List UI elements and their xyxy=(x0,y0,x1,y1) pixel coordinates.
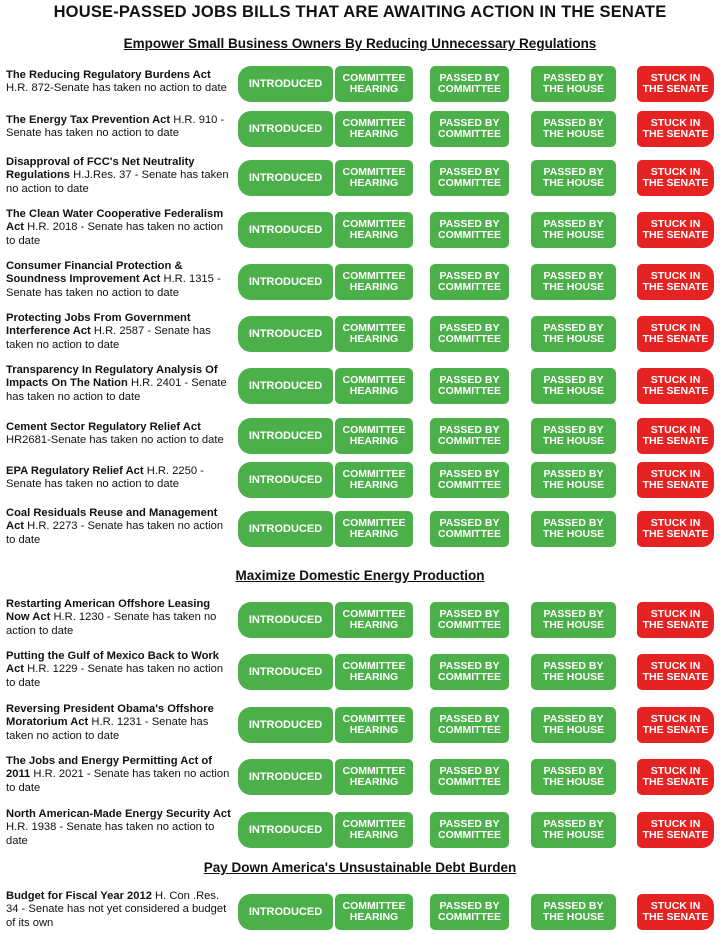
stage-introduced: INTRODUCED xyxy=(238,418,333,454)
bill-status: H.R. 1231 - Senate has taken no action to date xyxy=(6,716,209,742)
section-heading-debt: Pay Down America's Unsustainable Debt Burden xyxy=(203,860,517,875)
stage-passed-by-house: PASSED BY THE HOUSE xyxy=(531,111,616,147)
stage-committee-hearing: COMMITTEE HEARING xyxy=(335,602,413,638)
bill-row xyxy=(0,598,720,638)
stage-passed-by-committee: PASSED BY COMMITTEE xyxy=(430,111,509,147)
bill-status: H.R. 2587 - Senate has taken no action to date xyxy=(6,325,211,351)
stage-committee-hearing: COMMITTEE HEARING xyxy=(335,707,413,743)
bill-description xyxy=(6,156,231,196)
bill-status: H.R. 1229 - Senate has taken no action to date xyxy=(6,663,224,689)
stage-stuck-in-senate: STUCK IN THE SENATE xyxy=(637,894,714,930)
stage-stuck-in-senate: STUCK IN THE SENATE xyxy=(637,111,714,147)
stage-passed-by-committee: PASSED BY COMMITTEE xyxy=(430,66,509,102)
bill-row xyxy=(0,414,720,454)
stage-stuck-in-senate: STUCK IN THE SENATE xyxy=(637,812,714,848)
bill-description xyxy=(6,458,231,498)
bill-name: North American-Made Energy Security Act xyxy=(6,807,231,820)
bill-name: The Jobs and Energy Permitting Act of 2011 xyxy=(6,754,212,781)
stage-passed-by-committee: PASSED BY COMMITTEE xyxy=(430,602,509,638)
bill-description xyxy=(6,507,231,547)
bill-name: Restarting American Offshore Leasing Now Act xyxy=(6,597,211,624)
bill-row xyxy=(0,755,720,795)
stage-stuck-in-senate: STUCK IN THE SENATE xyxy=(637,418,714,454)
bill-description xyxy=(6,107,231,147)
bill-status: H.R. 2018 - Senate has taken no action to date xyxy=(6,221,224,247)
stage-committee-hearing: COMMITTEE HEARING xyxy=(335,264,413,300)
bill-description xyxy=(6,808,231,848)
section-heading-regulations: Empower Small Business Owners By Reducing Unnecessary Regulations xyxy=(123,36,597,51)
stage-stuck-in-senate: STUCK IN THE SENATE xyxy=(637,66,714,102)
stage-passed-by-house: PASSED BY THE HOUSE xyxy=(531,654,616,690)
bill-name: Reversing President Obama's Offshore Moratorium Act xyxy=(6,702,214,729)
bill-row xyxy=(0,107,720,147)
stage-passed-by-house: PASSED BY THE HOUSE xyxy=(531,812,616,848)
stage-stuck-in-senate: STUCK IN THE SENATE xyxy=(637,511,714,547)
stage-committee-hearing: COMMITTEE HEARING xyxy=(335,894,413,930)
stage-passed-by-house: PASSED BY THE HOUSE xyxy=(531,462,616,498)
stage-passed-by-house: PASSED BY THE HOUSE xyxy=(531,212,616,248)
stage-passed-by-committee: PASSED BY COMMITTEE xyxy=(430,707,509,743)
bill-description xyxy=(6,260,231,300)
bill-name: Cement Sector Regulatory Relief Act xyxy=(6,420,201,433)
stage-introduced: INTRODUCED xyxy=(238,894,333,930)
bill-status: H.J.Res. 37 - Senate has taken no action to date xyxy=(6,169,229,195)
stage-introduced: INTRODUCED xyxy=(238,462,333,498)
bill-row xyxy=(0,808,720,848)
stage-committee-hearing: COMMITTEE HEARING xyxy=(335,212,413,248)
bill-description xyxy=(6,703,231,743)
stage-passed-by-house: PASSED BY THE HOUSE xyxy=(531,418,616,454)
bill-row xyxy=(0,364,720,404)
stage-stuck-in-senate: STUCK IN THE SENATE xyxy=(637,602,714,638)
bill-description xyxy=(6,890,231,930)
bill-name: Transparency In Regulatory Analysis Of Impacts On The Nation xyxy=(6,363,218,390)
bill-row xyxy=(0,650,720,690)
bill-name: EPA Regulatory Relief Act xyxy=(6,464,144,477)
stage-introduced: INTRODUCED xyxy=(238,602,333,638)
bill-row xyxy=(0,208,720,248)
bill-status: H.R. 910 - Senate has taken no action to date xyxy=(6,113,225,139)
bill-name: Consumer Financial Protection & Soundness Improvement Act xyxy=(6,259,183,286)
bill-row xyxy=(0,156,720,196)
stage-passed-by-committee: PASSED BY COMMITTEE xyxy=(430,812,509,848)
stage-passed-by-committee: PASSED BY COMMITTEE xyxy=(430,264,509,300)
stage-introduced: INTRODUCED xyxy=(238,654,333,690)
stage-passed-by-committee: PASSED BY COMMITTEE xyxy=(430,212,509,248)
stage-introduced: INTRODUCED xyxy=(238,264,333,300)
stage-committee-hearing: COMMITTEE HEARING xyxy=(335,111,413,147)
stage-passed-by-committee: PASSED BY COMMITTEE xyxy=(430,462,509,498)
stage-passed-by-committee: PASSED BY COMMITTEE xyxy=(430,759,509,795)
bill-description xyxy=(6,364,231,404)
bill-description xyxy=(6,650,231,690)
bill-row xyxy=(0,458,720,498)
stage-passed-by-committee: PASSED BY COMMITTEE xyxy=(430,368,509,404)
stage-stuck-in-senate: STUCK IN THE SENATE xyxy=(637,264,714,300)
stage-passed-by-house: PASSED BY THE HOUSE xyxy=(531,160,616,196)
bill-name: Putting the Gulf of Mexico Back to Work Act xyxy=(6,649,219,676)
stage-passed-by-house: PASSED BY THE HOUSE xyxy=(531,602,616,638)
stage-passed-by-committee: PASSED BY COMMITTEE xyxy=(430,894,509,930)
stage-stuck-in-senate: STUCK IN THE SENATE xyxy=(637,316,714,352)
bill-status: H.R. 2401 - Senate has taken no action to date xyxy=(6,377,227,403)
bill-row xyxy=(0,890,720,930)
bill-row xyxy=(0,260,720,300)
stage-passed-by-committee: PASSED BY COMMITTEE xyxy=(430,511,509,547)
bill-row xyxy=(0,62,720,102)
bill-status: H.R. 872-Senate has taken no action to date xyxy=(6,82,227,94)
stage-passed-by-committee: PASSED BY COMMITTEE xyxy=(430,654,509,690)
stage-passed-by-house: PASSED BY THE HOUSE xyxy=(531,707,616,743)
stage-introduced: INTRODUCED xyxy=(238,316,333,352)
stage-introduced: INTRODUCED xyxy=(238,111,333,147)
bill-name: The Reducing Regulatory Burdens Act xyxy=(6,68,211,81)
stage-stuck-in-senate: STUCK IN THE SENATE xyxy=(637,368,714,404)
bill-name: Disapproval of FCC's Net Neutrality Regulations xyxy=(6,155,195,182)
stage-introduced: INTRODUCED xyxy=(238,212,333,248)
page-title: HOUSE-PASSED JOBS BILLS THAT ARE AWAITING ACTION IN THE SENATE xyxy=(53,3,667,21)
stage-passed-by-house: PASSED BY THE HOUSE xyxy=(531,894,616,930)
stage-stuck-in-senate: STUCK IN THE SENATE xyxy=(637,654,714,690)
stage-committee-hearing: COMMITTEE HEARING xyxy=(335,368,413,404)
stage-passed-by-committee: PASSED BY COMMITTEE xyxy=(430,160,509,196)
stage-committee-hearing: COMMITTEE HEARING xyxy=(335,654,413,690)
bill-row xyxy=(0,703,720,743)
bill-status: H.R. 1938 - Senate has taken no action to date xyxy=(6,821,215,847)
bill-row xyxy=(0,507,720,547)
stage-stuck-in-senate: STUCK IN THE SENATE xyxy=(637,707,714,743)
stage-stuck-in-senate: STUCK IN THE SENATE xyxy=(637,160,714,196)
stage-introduced: INTRODUCED xyxy=(238,759,333,795)
stage-committee-hearing: COMMITTEE HEARING xyxy=(335,462,413,498)
stage-committee-hearing: COMMITTEE HEARING xyxy=(335,759,413,795)
stage-introduced: INTRODUCED xyxy=(238,66,333,102)
bill-status: H.R. 2273 - Senate has taken no action to date xyxy=(6,520,224,546)
bill-row xyxy=(0,312,720,352)
stage-introduced: INTRODUCED xyxy=(238,511,333,547)
bill-name: Budget for Fiscal Year 2012 xyxy=(6,889,152,902)
bill-status: H.R. 1230 - Senate has taken no action to date xyxy=(6,611,217,637)
stage-passed-by-house: PASSED BY THE HOUSE xyxy=(531,316,616,352)
stage-passed-by-house: PASSED BY THE HOUSE xyxy=(531,368,616,404)
bill-status: H.R. 2021 - Senate has taken no action to date xyxy=(6,768,230,794)
bill-name: The Clean Water Cooperative Federalism Act xyxy=(6,207,224,234)
stage-committee-hearing: COMMITTEE HEARING xyxy=(335,160,413,196)
stage-stuck-in-senate: STUCK IN THE SENATE xyxy=(637,212,714,248)
bill-status: H.R. 1315 - Senate has taken no action to date xyxy=(6,273,221,299)
stage-passed-by-committee: PASSED BY COMMITTEE xyxy=(430,418,509,454)
stage-passed-by-house: PASSED BY THE HOUSE xyxy=(531,511,616,547)
bill-description xyxy=(6,755,231,795)
bill-description xyxy=(6,598,231,638)
bill-name: Coal Residuals Reuse and Management Act xyxy=(6,506,218,533)
stage-introduced: INTRODUCED xyxy=(238,707,333,743)
stage-introduced: INTRODUCED xyxy=(238,812,333,848)
stage-committee-hearing: COMMITTEE HEARING xyxy=(335,66,413,102)
bill-description xyxy=(6,414,231,454)
stage-committee-hearing: COMMITTEE HEARING xyxy=(335,418,413,454)
stage-stuck-in-senate: STUCK IN THE SENATE xyxy=(637,462,714,498)
stage-introduced: INTRODUCED xyxy=(238,368,333,404)
stage-passed-by-committee: PASSED BY COMMITTEE xyxy=(430,316,509,352)
bill-description xyxy=(6,208,231,248)
stage-passed-by-house: PASSED BY THE HOUSE xyxy=(531,264,616,300)
stage-committee-hearing: COMMITTEE HEARING xyxy=(335,511,413,547)
stage-passed-by-house: PASSED BY THE HOUSE xyxy=(531,759,616,795)
stage-stuck-in-senate: STUCK IN THE SENATE xyxy=(637,759,714,795)
bill-name: The Energy Tax Prevention Act xyxy=(6,113,171,126)
stage-committee-hearing: COMMITTEE HEARING xyxy=(335,316,413,352)
stage-committee-hearing: COMMITTEE HEARING xyxy=(335,812,413,848)
section-heading-energy: Maximize Domestic Energy Production xyxy=(235,568,485,583)
bill-description xyxy=(6,62,231,102)
bill-status: HR2681-Senate has taken no action to date xyxy=(6,434,224,446)
bill-description xyxy=(6,312,231,352)
stage-passed-by-house: PASSED BY THE HOUSE xyxy=(531,66,616,102)
bill-status: H.R. 2250 - Senate has taken no action to date xyxy=(6,464,204,490)
bill-name: Protecting Jobs From Government Interference Act xyxy=(6,311,191,338)
stage-introduced: INTRODUCED xyxy=(238,160,333,196)
bill-status: H. Con .Res. 34 - Senate has not yet considered a budget of its own xyxy=(6,889,227,929)
